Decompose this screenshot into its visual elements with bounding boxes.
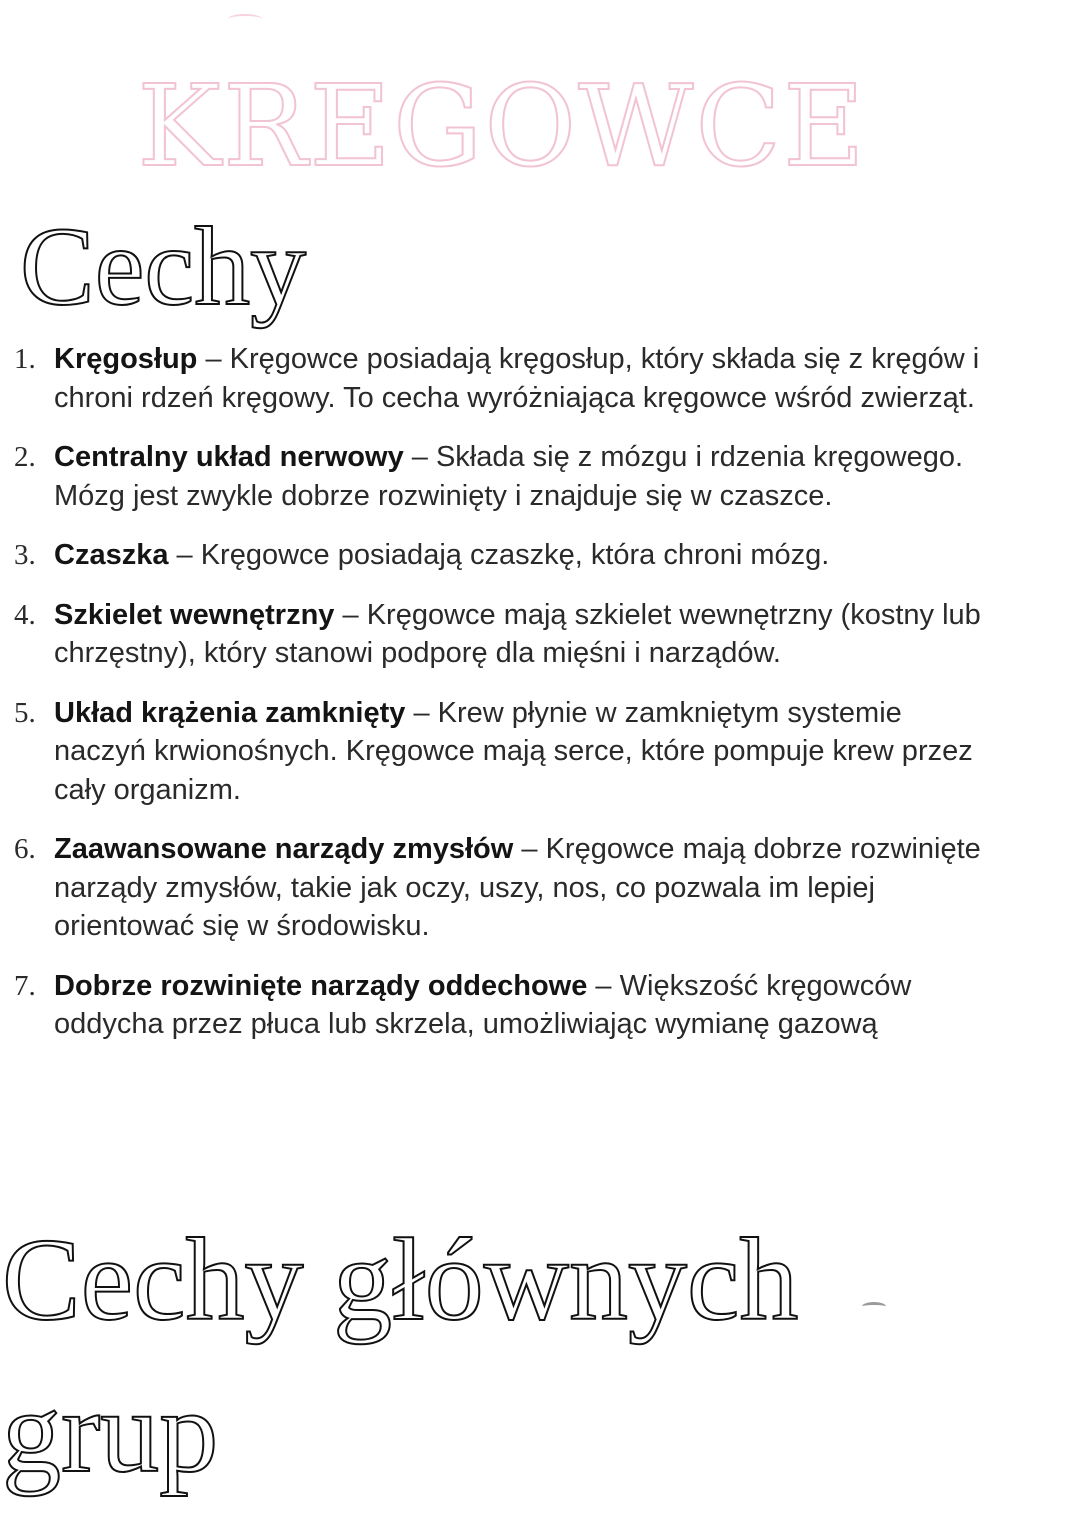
page-title: KREGOWCE	[137, 62, 867, 192]
trait-description: Kręgowce posiadają czaszkę, która chroni mózg.	[200, 539, 830, 571]
trait-separator: –	[334, 598, 367, 631]
trait-description: Krew płynie w zamkniętym systemie naczyń krwionośnych. Kręgowce mają serce, które pompuje krew przez cały organizm.	[54, 696, 973, 806]
list-item-3	[0, 536, 1000, 575]
trait-name: Zaawansowane narządy zmysłów	[54, 833, 514, 865]
section-heading-cechy: Cechy	[20, 205, 307, 329]
item-number: 7.	[14, 969, 36, 1002]
trait-separator: –	[513, 833, 546, 865]
list-item-6	[0, 830, 1000, 946]
trait-separator: –	[587, 969, 620, 1002]
trait-separator: –	[197, 343, 230, 375]
trait-name: Czaszka	[54, 539, 169, 571]
trait-name: Układ krążenia zamknięty	[54, 696, 406, 729]
title-accent-stroke	[228, 14, 262, 24]
item-number: 6.	[14, 833, 36, 865]
trait-description: Kręgowce posiadają kręgosłup, który składa się z kręgów i chroni rdzeń kręgowy. To cecha wyróżniająca kręgowce wśród zwierząt.	[54, 343, 980, 414]
trait-description: Kręgowce mają dobrze rozwinięte narządy zmysłów, takie jak oczy, uszy, nos, co pozwala im lepiej orientować się w środowisku.	[54, 833, 981, 942]
trait-name: Centralny układ nerwowy	[54, 441, 404, 473]
trait-name: Kręgosłup	[54, 343, 198, 375]
trait-name: Szkielet wewnętrzny	[54, 598, 335, 631]
item-number: 3.	[14, 539, 36, 571]
item-number: 2.	[14, 441, 36, 473]
traits-list	[0, 340, 1000, 1065]
section-heading-groups: Cechy głównych grup	[2, 1214, 799, 1497]
list-item-4	[0, 596, 1000, 673]
item-number: 1.	[14, 343, 36, 375]
trait-separator: –	[403, 441, 436, 473]
trait-name: Dobrze rozwinięte narządy oddechowe	[54, 969, 588, 1002]
list-item-7	[0, 967, 1000, 1044]
item-number: 5.	[14, 696, 36, 729]
list-item-2	[0, 438, 1000, 515]
list-item-1	[0, 340, 1000, 417]
trait-separator: –	[405, 696, 438, 729]
trait-description: Składa się z mózgu i rdzenia kręgowego. Mózg jest zwykle dobrze rozwinięty i znajduje się w czaszce.	[54, 441, 964, 512]
trait-separator: –	[168, 539, 201, 571]
trait-description: Kręgowce mają szkielet wewnętrzny (kostny lub chrzęstny), który stanowi podporę dla mięśni i narządów.	[54, 598, 981, 669]
trait-description: Większość kręgowców oddycha przez płuca lub skrzela, umożliwiając wymianę gazową	[54, 969, 912, 1040]
list-item-5	[0, 694, 1000, 810]
item-number: 4.	[14, 598, 36, 631]
stray-pen-mark	[862, 1302, 886, 1311]
